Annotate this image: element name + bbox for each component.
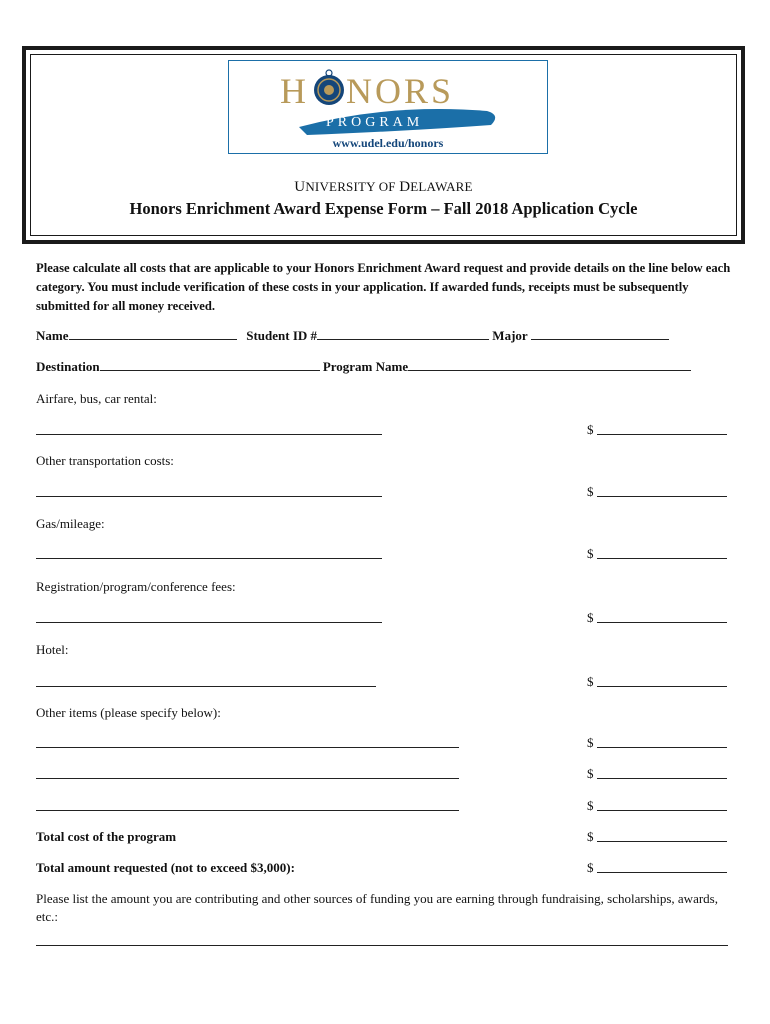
univ-rest-2: ELAWARE [410, 179, 473, 194]
category-label-hotel: Hotel: [36, 642, 69, 657]
total-cost-label: Total cost of the program [36, 829, 177, 844]
other-item-3-line[interactable] [36, 810, 459, 811]
other-item-2-amount-line[interactable] [597, 778, 727, 779]
total-requested-label: Total amount requested (not to exceed $3,000): [36, 860, 295, 875]
other-transport-dollar: $ [587, 484, 594, 499]
other-item-2-dollar: $ [587, 766, 594, 781]
other-item-1-amount-line[interactable] [597, 747, 727, 748]
gas-amount-line[interactable] [597, 558, 727, 559]
program-name-label: Program Name [322, 359, 409, 374]
header-inner-border [30, 54, 737, 236]
logo-nors: NORS [346, 71, 455, 111]
university-name [31, 179, 736, 196]
univ-cap-1: U [294, 179, 306, 195]
total-cost-amount-line[interactable] [597, 841, 727, 842]
gas-dollar: $ [587, 546, 594, 561]
category-label-other-transport: Other transportation costs: [36, 453, 174, 468]
hotel-dollar: $ [587, 674, 594, 689]
honors-program-logo [228, 60, 548, 154]
total-requested-amount-line[interactable] [597, 872, 727, 873]
category-label-gas: Gas/mileage: [36, 516, 105, 531]
total-cost-dollar: $ [587, 829, 594, 844]
logo-url: www.udel.edu/honors [332, 136, 444, 150]
student-id-label: Student ID # [246, 328, 318, 343]
registration-dollar: $ [587, 610, 594, 625]
form-header [22, 46, 745, 244]
univ-cap-2: D [399, 179, 411, 195]
registration-amount-line[interactable] [597, 622, 727, 623]
name-label: Name [36, 328, 69, 343]
hotel-detail-line[interactable] [36, 686, 376, 687]
form-title: Honors Enrichment Award Expense Form – Fall 2018 Application Cycle [129, 199, 638, 218]
airfare-dollar: $ [587, 422, 594, 437]
major-field[interactable] [531, 327, 669, 340]
intro-instructions: Please calculate all costs that are applicable to your Honors Enrichment Award request and provide details on the line below each category. You must include verification of these costs in your application. If awarded funds, receipts must be subsequently submitted for all money received. [36, 261, 731, 313]
univ-rest-1: NIVERSITY OF [305, 179, 400, 194]
other-item-3-dollar: $ [587, 798, 594, 813]
funding-prompt: Please list the amount you are contributing and other sources of funding you are earning through fundraising, scholarships, awards, etc.: [36, 891, 718, 924]
logo-program: PROGRAM [326, 115, 424, 130]
program-name-field[interactable] [408, 358, 691, 371]
registration-detail-line[interactable] [36, 622, 382, 623]
student-id-field[interactable] [317, 327, 489, 340]
hotel-amount-line[interactable] [597, 686, 727, 687]
destination-label: Destination [36, 359, 100, 374]
category-label-registration: Registration/program/conference fees: [36, 579, 236, 594]
logo-h: H [280, 71, 306, 111]
airfare-amount-line[interactable] [597, 434, 727, 435]
identity-row [36, 327, 669, 344]
other-transport-detail-line[interactable] [36, 496, 382, 497]
total-requested-dollar: $ [587, 860, 594, 875]
other-item-1-dollar: $ [587, 735, 594, 750]
gas-detail-line[interactable] [36, 558, 382, 559]
other-transport-amount-line[interactable] [597, 496, 727, 497]
category-label-airfare: Airfare, bus, car rental: [36, 391, 157, 406]
destination-row [36, 358, 691, 375]
other-item-1-line[interactable] [36, 747, 459, 748]
category-label-other-items: Other items (please specify below): [36, 705, 221, 720]
other-item-3-amount-line[interactable] [597, 810, 727, 811]
destination-field[interactable] [100, 358, 320, 371]
name-field[interactable] [69, 327, 237, 340]
other-item-2-line[interactable] [36, 778, 459, 779]
major-label: Major [492, 328, 528, 343]
funding-sources-line[interactable] [36, 945, 728, 946]
airfare-detail-line[interactable] [36, 434, 382, 435]
